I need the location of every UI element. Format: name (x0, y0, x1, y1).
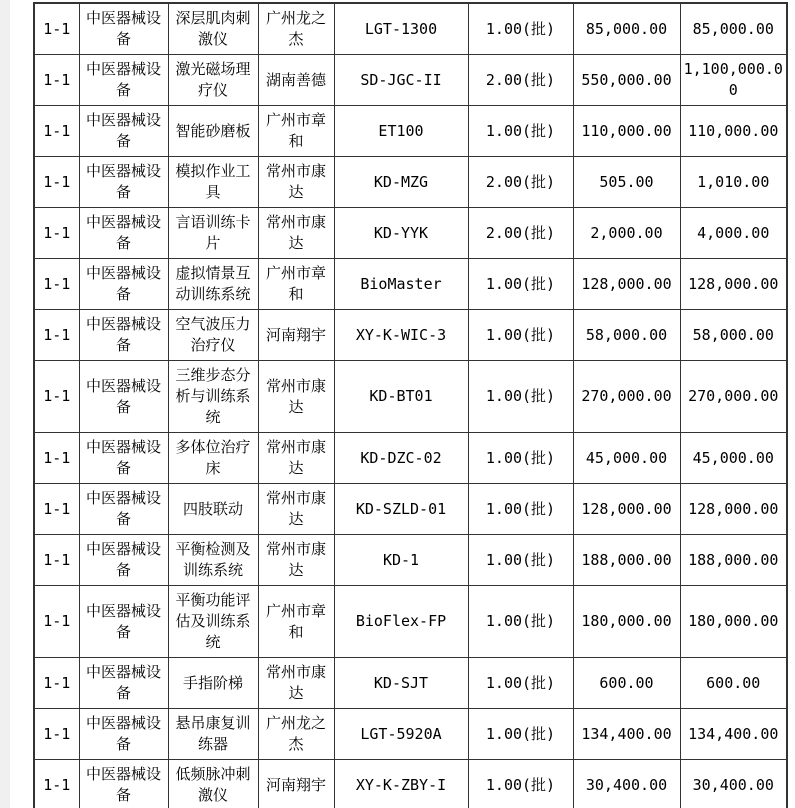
cell-category: 中医器械设备 (79, 106, 168, 157)
cell-category: 中医器械设备 (79, 484, 168, 535)
table-row (34, 208, 787, 259)
cell-total-price: 188,000.00 (680, 535, 787, 586)
cell-qty: 1.00(批) (468, 106, 573, 157)
table-row (34, 157, 787, 208)
cell-model: XY-K-WIC-3 (334, 310, 468, 361)
cell-category: 中医器械设备 (79, 361, 168, 433)
cell-total-price: 128,000.00 (680, 259, 787, 310)
cell-category: 中医器械设备 (79, 709, 168, 760)
cell-supplier: 常州市康达 (258, 484, 334, 535)
cell-supplier: 河南翔宇 (258, 310, 334, 361)
cell-qty: 2.00(批) (468, 157, 573, 208)
cell-category: 中医器械设备 (79, 157, 168, 208)
cell-unit-price: 188,000.00 (573, 535, 680, 586)
procurement-table-container (33, 2, 788, 808)
cell-qty: 1.00(批) (468, 709, 573, 760)
cell-supplier: 常州市康达 (258, 433, 334, 484)
cell-supplier: 广州市章和 (258, 586, 334, 658)
cell-name: 激光磁场理疗仪 (168, 55, 258, 106)
cell-total-price: 270,000.00 (680, 361, 787, 433)
cell-category: 中医器械设备 (79, 310, 168, 361)
cell-pkg: 1-1 (34, 709, 79, 760)
cell-category: 中医器械设备 (79, 535, 168, 586)
cell-pkg: 1-1 (34, 535, 79, 586)
cell-pkg: 1-1 (34, 208, 79, 259)
cell-name: 手指阶梯 (168, 658, 258, 709)
cell-pkg: 1-1 (34, 157, 79, 208)
cell-model: SD-JGC-II (334, 55, 468, 106)
cell-name: 模拟作业工具 (168, 157, 258, 208)
table-row (34, 586, 787, 658)
cell-pkg: 1-1 (34, 361, 79, 433)
cell-supplier: 广州市章和 (258, 106, 334, 157)
cell-unit-price: 85,000.00 (573, 3, 680, 55)
cell-qty: 1.00(批) (468, 586, 573, 658)
table-row (34, 484, 787, 535)
cell-category: 中医器械设备 (79, 55, 168, 106)
cell-unit-price: 128,000.00 (573, 484, 680, 535)
cell-unit-price: 128,000.00 (573, 259, 680, 310)
cell-category: 中医器械设备 (79, 259, 168, 310)
table-row (34, 3, 787, 55)
cell-unit-price: 45,000.00 (573, 433, 680, 484)
table-row (34, 535, 787, 586)
cell-pkg: 1-1 (34, 259, 79, 310)
cell-unit-price: 270,000.00 (573, 361, 680, 433)
cell-supplier: 常州市康达 (258, 208, 334, 259)
cell-total-price: 45,000.00 (680, 433, 787, 484)
cell-unit-price: 2,000.00 (573, 208, 680, 259)
cell-category: 中医器械设备 (79, 586, 168, 658)
cell-name: 深层肌肉刺激仪 (168, 3, 258, 55)
cell-unit-price: 30,400.00 (573, 760, 680, 808)
table-row (34, 310, 787, 361)
cell-model: BioMaster (334, 259, 468, 310)
cell-model: XY-K-ZBY-I (334, 760, 468, 808)
cell-pkg: 1-1 (34, 658, 79, 709)
cell-total-price: 4,000.00 (680, 208, 787, 259)
cell-category: 中医器械设备 (79, 208, 168, 259)
cell-qty: 1.00(批) (468, 361, 573, 433)
cell-model: KD-SZLD-01 (334, 484, 468, 535)
cell-supplier: 常州市康达 (258, 535, 334, 586)
cell-model: LGT-5920A (334, 709, 468, 760)
cell-qty: 1.00(批) (468, 433, 573, 484)
cell-name: 平衡功能评估及训练系统 (168, 586, 258, 658)
cell-qty: 1.00(批) (468, 484, 573, 535)
cell-unit-price: 600.00 (573, 658, 680, 709)
procurement-items-table (33, 2, 788, 808)
cell-name: 智能砂磨板 (168, 106, 258, 157)
cell-category: 中医器械设备 (79, 658, 168, 709)
cell-model: ET100 (334, 106, 468, 157)
cell-qty: 1.00(批) (468, 658, 573, 709)
cell-unit-price: 505.00 (573, 157, 680, 208)
cell-total-price: 134,400.00 (680, 709, 787, 760)
cell-qty: 2.00(批) (468, 208, 573, 259)
cell-total-price: 58,000.00 (680, 310, 787, 361)
table-row (34, 106, 787, 157)
cell-name: 空气波压力治疗仪 (168, 310, 258, 361)
cell-category: 中医器械设备 (79, 433, 168, 484)
table-row (34, 658, 787, 709)
cell-supplier: 湖南善德 (258, 55, 334, 106)
page-left-margin-strip (0, 0, 10, 808)
cell-model: KD-1 (334, 535, 468, 586)
cell-category: 中医器械设备 (79, 3, 168, 55)
cell-name: 三维步态分析与训练系统 (168, 361, 258, 433)
cell-pkg: 1-1 (34, 55, 79, 106)
cell-qty: 2.00(批) (468, 55, 573, 106)
cell-model: KD-SJT (334, 658, 468, 709)
cell-model: BioFlex-FP (334, 586, 468, 658)
cell-model: LGT-1300 (334, 3, 468, 55)
cell-total-price: 85,000.00 (680, 3, 787, 55)
cell-qty: 1.00(批) (468, 310, 573, 361)
cell-pkg: 1-1 (34, 586, 79, 658)
cell-unit-price: 134,400.00 (573, 709, 680, 760)
cell-model: KD-MZG (334, 157, 468, 208)
cell-supplier: 广州龙之杰 (258, 3, 334, 55)
cell-qty: 1.00(批) (468, 3, 573, 55)
cell-qty: 1.00(批) (468, 535, 573, 586)
table-row (34, 361, 787, 433)
cell-supplier: 广州龙之杰 (258, 709, 334, 760)
cell-model: KD-DZC-02 (334, 433, 468, 484)
cell-qty: 1.00(批) (468, 760, 573, 808)
table-row (34, 760, 787, 808)
cell-supplier: 常州市康达 (258, 658, 334, 709)
cell-pkg: 1-1 (34, 310, 79, 361)
cell-name: 悬吊康复训练器 (168, 709, 258, 760)
cell-category: 中医器械设备 (79, 760, 168, 808)
cell-total-price: 1,100,000.00 (680, 55, 787, 106)
cell-pkg: 1-1 (34, 3, 79, 55)
cell-unit-price: 110,000.00 (573, 106, 680, 157)
cell-supplier: 常州市康达 (258, 361, 334, 433)
cell-pkg: 1-1 (34, 484, 79, 535)
cell-supplier: 河南翔宇 (258, 760, 334, 808)
cell-pkg: 1-1 (34, 433, 79, 484)
cell-model: KD-BT01 (334, 361, 468, 433)
cell-qty: 1.00(批) (468, 259, 573, 310)
cell-total-price: 1,010.00 (680, 157, 787, 208)
table-row (34, 709, 787, 760)
cell-supplier: 广州市章和 (258, 259, 334, 310)
cell-name: 四肢联动 (168, 484, 258, 535)
cell-name: 言语训练卡片 (168, 208, 258, 259)
cell-total-price: 128,000.00 (680, 484, 787, 535)
table-body (34, 3, 787, 808)
cell-name: 虚拟情景互动训练系统 (168, 259, 258, 310)
cell-pkg: 1-1 (34, 106, 79, 157)
cell-model: KD-YYK (334, 208, 468, 259)
cell-supplier: 常州市康达 (258, 157, 334, 208)
cell-name: 平衡检测及训练系统 (168, 535, 258, 586)
cell-name: 低频脉冲刺激仪 (168, 760, 258, 808)
cell-unit-price: 58,000.00 (573, 310, 680, 361)
cell-total-price: 180,000.00 (680, 586, 787, 658)
cell-total-price: 30,400.00 (680, 760, 787, 808)
cell-unit-price: 180,000.00 (573, 586, 680, 658)
table-row (34, 259, 787, 310)
table-row (34, 433, 787, 484)
cell-name: 多体位治疗床 (168, 433, 258, 484)
cell-pkg: 1-1 (34, 760, 79, 808)
table-row (34, 55, 787, 106)
cell-unit-price: 550,000.00 (573, 55, 680, 106)
cell-total-price: 600.00 (680, 658, 787, 709)
cell-total-price: 110,000.00 (680, 106, 787, 157)
